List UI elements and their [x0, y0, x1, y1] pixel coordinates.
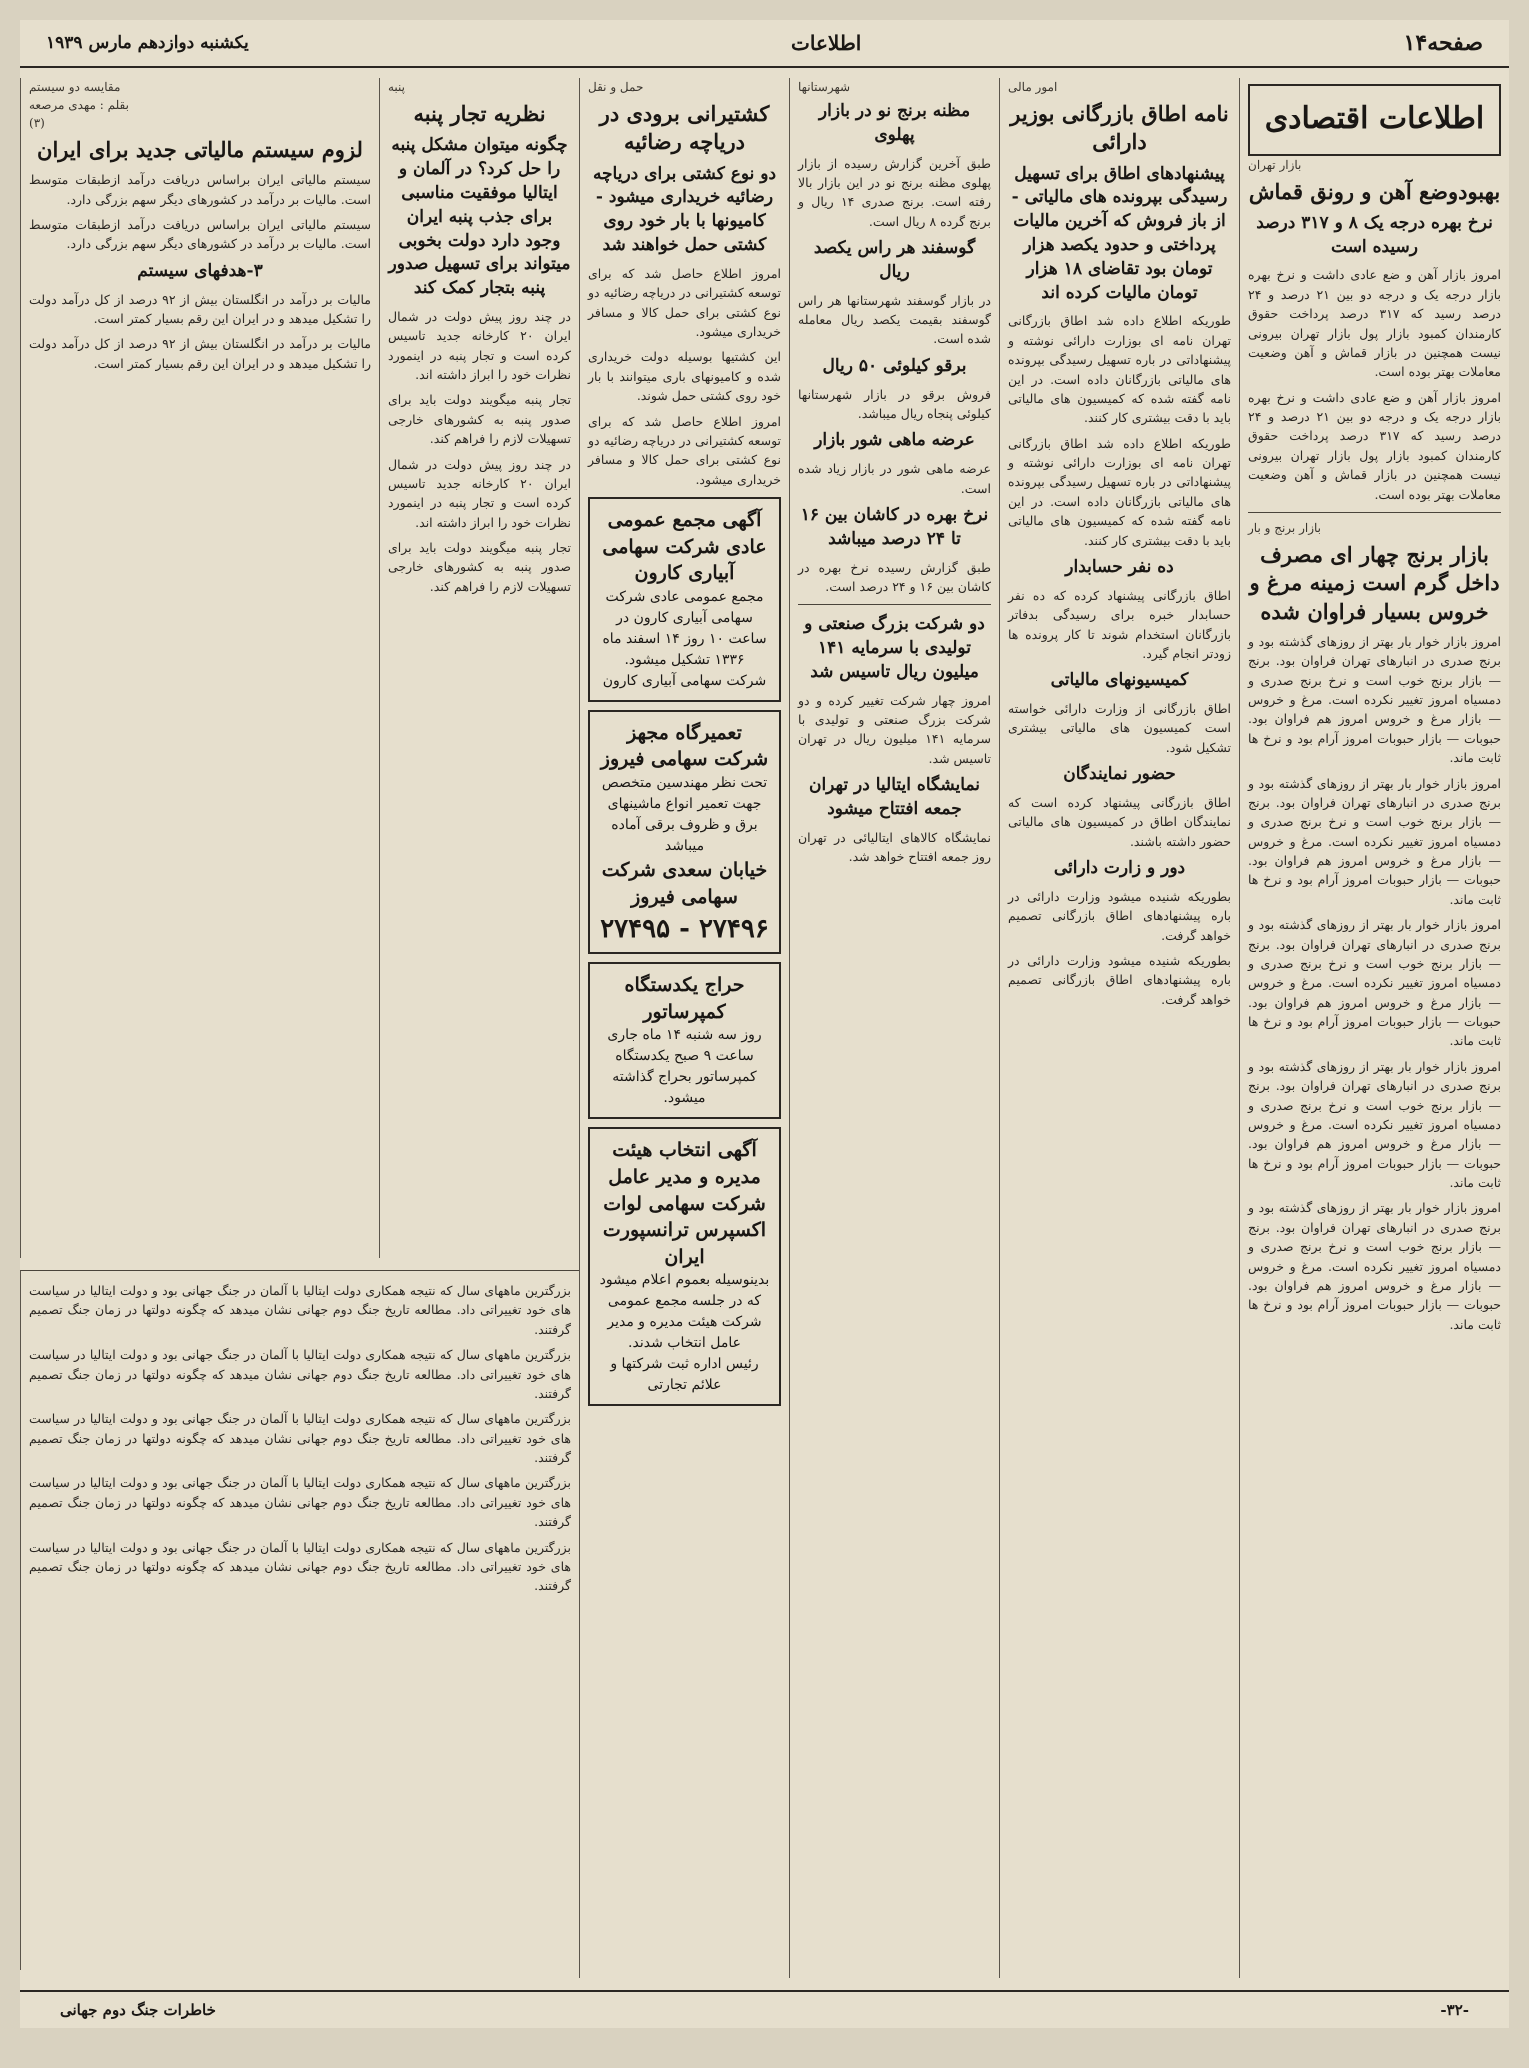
ad-compressor-auction	[588, 962, 781, 1119]
article-headline: حضور نمایندگان	[1063, 764, 1176, 785]
article-body: سیستم مالیاتی ایران براساس دریافت درآمد ازطبقات متوسط است. مالیات بر درآمد در کشورهای دیگر سهم بزرگی دارد.	[29, 172, 371, 207]
ad-body: بدینوسیله بعموم اعلام میشود که در جلسه مجمع عمومی شرکت هیئت مدیره و مدیر عامل انتخاب شدند.	[599, 1272, 770, 1352]
ad-signature: شرکت سهامی آبیاری کارون	[602, 672, 767, 689]
article-body: اطاق بازرگانی از وزارت دارائی خواسته است کمیسیون های مالیاتی بیشتری تشکیل شود.	[1008, 701, 1231, 755]
article-headline: دو شرکت بزرگ صنعتی و تولیدی با سرمایه ۱۴۱ میلیون ریال تاسیس شد	[804, 614, 985, 682]
article-headline: بازار برنج چهار ای مصرف داخل گرم است زمینه مرغ و خروس بسیار فراوان شده	[1249, 541, 1500, 624]
article-headline: گوسفند هر راس یکصد ریال	[813, 238, 976, 282]
article-body: امروز بازار آهن و ضع عادی داشت و نرخ بهره بازار درجه یک و درجه دو بین ۲۱ درصد و ۲۴ درصد رسید که ۳۱۷ درصد پرداخت حقوق کارمندان کمبود بازار پول بازار تهران بیرونی نیست همچنین در بازار قماش و آهن وضعیت معاملات بهتر بوده است.	[1248, 267, 1501, 380]
ad-phone: ۲۷۴۹۶ - ۲۷۴۹۵	[600, 914, 769, 945]
article-body: امروز اطلاع حاصل شد که برای توسعه کشتیرانی در دریاچه رضائیه دو نوع کشتی برای حمل کالا و مسافر خریداری میشود.	[588, 413, 781, 487]
ad-firouz-repair	[588, 710, 781, 954]
ad-title: آگهی مجمع عمومی عادی شرکت سهامی آبیاری کارون	[602, 509, 767, 585]
ad-karun-meeting	[588, 497, 781, 702]
ad-title: حراج یکدستگاه کمپرساتور	[624, 974, 745, 1023]
article-body: اطاق بازرگانی پیشنهاد کرده است که نمایندگان اطاق در کمیسیون های مالیاتی حضور داشته باشند.	[1008, 794, 1231, 849]
article-subhead: چگونه میتوان مشکل پنبه را حل کرد؟ در آلمان و ایتالیا موفقیت مناسبی برای جذب پنبه ایران وجود دارد دولت بخوبی میتواند برای تسهیل صدور پنبه بتجار کمک کند	[388, 135, 571, 299]
article-headline: مظنه برنج نو در بازار پهلوی	[818, 101, 971, 145]
issue-date: یکشنبه دوازدهم مارس ۱۹۳۹	[46, 33, 249, 53]
article-subhead: پیشنهادهای اطاق برای تسهیل رسیدگی بپرونده های مالیاتی - از باز فروش که آخرین مالیات پرداختی و حدود یکصد هزار تومان بود تقاضای ۱۸ هزار تومان مالیات کرده اند	[1011, 163, 1228, 303]
article-body: امروز بازار خوار بار بهتر از روزهای گذشته بود و برنج صدری در انبارهای تهران فراوان بود. برنج — بازار برنج خوب است و نرخ برنج صدری و دمسیاه امروز تغییر نکرده است. مرغ و خروس — بازار مرغ و خروس امروز هم فراوان بود. حبوبات — بازار حبوبات امروز آرام بود و نرخ ها ثابت ماند.	[1248, 1200, 1501, 1332]
article-body: در بازار گوسفند شهرستانها هر راس گوسفند بقیمت یکصد ریال معامله شده است.	[798, 292, 991, 347]
page-header	[20, 20, 1509, 68]
article-body: امروز بازار خوار بار بهتر از روزهای گذشته بود و برنج صدری در انبارهای تهران فراوان بود. برنج — بازار برنج خوب است و نرخ برنج صدری و دمسیاه امروز تغییر نکرده است. مرغ و خروس — بازار مرغ و خروس امروز هم فراوان بود. حبوبات — بازار حبوبات امروز آرام بود و نرخ ها ثابت ماند.	[1248, 633, 1501, 766]
article-headline: کمیسیونهای مالیاتی	[1050, 670, 1189, 691]
article-body: بطوریکه شنیده میشود وزارت دارائی در باره پیشنهادهای اطاق بازرگانی تصمیم خواهد گرفت.	[1008, 953, 1231, 1007]
ad-address: خیابان سعدی شرکت سهامی فیروز	[601, 858, 768, 908]
article-number: (۳)	[29, 116, 45, 130]
article-subhead: نرخ بهره درجه یک ۸ و ۳۱۷ درصد رسیده است	[1256, 212, 1493, 257]
page-number: صفحه۱۴	[1403, 30, 1483, 56]
article-body: تجار پنبه میگویند دولت باید برای صدور پنبه به کشورهای خارجی تسهیلات لازم را فراهم کند.	[388, 540, 571, 594]
ad-subtitle: تحت نظر مهندسین متخصص جهت تعمیر انواع ماشینهای برق و ظروف برقی آماده میباشد	[601, 774, 768, 854]
article-body: عرضه ماهی شور در بازار زیاد شده است.	[798, 461, 991, 496]
article-body: طبق آخرین گزارش رسیده از بازار پهلوی مظنه برنج نو در این بازار بالا رفته است. برنج صدری ۱۴ ریال و برنج گرده ۸ ریال است.	[798, 155, 991, 229]
article-body: بزرگترین ماههای سال که نتیجه همکاری دولت ایتالیا با آلمان در جنگ جهانی بود و دولت ایتالیا در سیاست های خود تغییراتی داد. مطالعه تاریخ جنگ دوم جهانی نشان میدهد که چگونه دولتها در زمان جنگ تصمیم گرفتند.	[29, 1283, 571, 1337]
article-body: فروش برقو در بازار شهرستانها کیلوئی پنجاه ریال میباشد.	[798, 386, 991, 421]
article-body: در چند روز پیش دولت در شمال ایران ۲۰ کارخانه جدید تاسیس کرده است و تجار پنبه در اینمورد نظرات خود را ابراز داشته اند.	[388, 456, 571, 530]
section-tag: پنبه	[388, 80, 406, 94]
article-body: امروز بازار آهن و ضع عادی داشت و نرخ بهره بازار درجه یک و درجه دو بین ۲۱ درصد و ۲۴ درصد رسید که ۳۱۷ درصد پرداخت حقوق کارمندان کمبود بازار پول بازار تهران بیرونی نیست همچنین در بازار قماش و آهن وضعیت معاملات بهتر بوده است.	[1248, 389, 1501, 502]
article-body: مالیات بر درآمد در انگلستان بیش از ۹۲ درصد از کل درآمد دولت را تشکیل میدهد و در ایران این رقم بسیار کمتر است.	[29, 336, 372, 371]
article-body: بزرگترین ماههای سال که نتیجه همکاری دولت ایتالیا با آلمان در جنگ جهانی بود و دولت ایتالیا در سیاست های خود تغییراتی داد. مطالعه تاریخ جنگ دوم جهانی نشان میدهد که چگونه دولتها در زمان جنگ تصمیم گرفتند.	[29, 1539, 571, 1594]
article-headline: ده نفر حسابدار	[1065, 556, 1174, 577]
article-body: بزرگترین ماههای سال که نتیجه همکاری دولت ایتالیا با آلمان در جنگ جهانی بود و دولت ایتالیا در سیاست های خود تغییراتی داد. مطالعه تاریخ جنگ دوم جهانی نشان میدهد که چگونه دولتها در زمان جنگ تصمیم گرفتند.	[29, 1411, 571, 1465]
section-tag: حمل و نقل	[588, 80, 644, 94]
column-tax-system	[20, 78, 379, 1258]
article-body: طبق گزارش رسیده نرخ بهره در کاشان بین ۱۶ و ۲۴ درصد است.	[798, 559, 991, 594]
article-body: امروز بازار خوار بار بهتر از روزهای گذشته بود و برنج صدری در انبارهای تهران فراوان بود. برنج — بازار برنج خوب است و نرخ برنج صدری و دمسیاه امروز تغییر نکرده است. مرغ و خروس — بازار مرغ و خروس امروز هم فراوان بود. حبوبات — بازار حبوبات امروز آرام بود و نرخ ها ثابت ماند.	[1248, 917, 1501, 1049]
article-body: بطوریکه شنیده میشود وزارت دارائی در باره پیشنهادهای اطاق بازرگانی تصمیم خواهد گرفت.	[1008, 888, 1231, 943]
column-war-memoirs	[20, 1270, 579, 1970]
section-tag: شهرستانها	[798, 80, 851, 94]
article-body: طوریکه اطلاع داده شد اطاق بازرگانی تهران نامه ای بوزارت دارائی نوشته و پیشنهاداتی در باره تسهیل رسیدگی بپرونده های مالیاتی بازرگانان داده است. در این نامه گفته شده که کمیسیون های مالیاتی باید با دقت بیشتری کار کنند.	[1008, 435, 1231, 548]
article-body: در چند روز پیش دولت در شمال ایران ۲۰ کارخانه جدید تاسیس کرده است و تجار پنبه در اینمورد نظرات خود را ابراز داشته اند.	[388, 308, 571, 383]
section-masthead: اطلاعات اقتصادی	[1264, 101, 1485, 136]
paper-name: اطلاعات	[791, 31, 862, 55]
article-headline: دور و زارت دارائی	[1053, 858, 1186, 879]
article-body: طوریکه اطلاع داده شد اطاق بازرگانی تهران نامه ای بوزارت دارائی نوشته و پیشنهاداتی در باره تسهیل رسیدگی بپرونده های مالیاتی بازرگانان داده است. در این نامه گفته شده که کمیسیون های مالیاتی باید با دقت بیشتری کار کنند.	[1008, 313, 1231, 426]
ad-body: مجمع عمومی عادی شرکت سهامی آبیاری کارون در ساعت ۱۰ روز ۱۴ اسفند ماه ۱۳۳۶ تشکیل میشود.	[602, 588, 767, 668]
article-body: امروز اطلاع حاصل شد که برای توسعه کشتیرانی در دریاچه رضائیه دو نوع کشتی برای حمل کالا و مسافر خریداری میشود.	[588, 265, 781, 339]
masthead-box	[1248, 84, 1501, 156]
article-headline: نظریه تجار پنبه	[413, 101, 546, 126]
article-body: تجار پنبه میگویند دولت باید برای صدور پنبه به کشورهای خارجی تسهیلات لازم را فراهم کند.	[388, 392, 571, 447]
article-body: بزرگترین ماههای سال که نتیجه همکاری دولت ایتالیا با آلمان در جنگ جهانی بود و دولت ایتالیا در سیاست های خود تغییراتی داد. مطالعه تاریخ جنگ دوم جهانی نشان میدهد که چگونه دولتها در زمان جنگ تصمیم گرفتند.	[29, 1347, 571, 1401]
footer-title: خاطرات جنگ دوم جهانی	[60, 2001, 216, 2019]
column-provinces	[789, 78, 999, 1978]
article-headline: عرضه ماهی شور بازار	[814, 430, 975, 451]
column-transport	[579, 78, 789, 1978]
ad-body: روز سه شنبه ۱۴ ماه جاری ساعت ۹ صبح یکدستگاه کمپرساتور بحراج گذاشته میشود.	[607, 1027, 762, 1107]
page-footer	[20, 1990, 1509, 2028]
article-headline: کشتیرانی برودی در دریاچه رضائیه	[599, 101, 770, 155]
footer-page-number: -۳۲-	[1440, 2001, 1469, 2019]
article-body: نمایشگاه کالاهای ایتالیائی در تهران روز جمعه افتتاح خواهد شد.	[798, 829, 991, 865]
divider	[1248, 512, 1501, 513]
column-finance	[999, 78, 1239, 1978]
section-tag: مقایسه دو سیستم	[29, 80, 121, 94]
article-headline: نمایشگاه ایتالیا در تهران جمعه افتتاح میشود	[808, 775, 981, 819]
article-body: اطاق بازرگانی پیشنهاد کرده که ده نفر حسابدار خبره برای رسیدگی بدفاتر بازرگانان استخدام شوند تا کار پرونده ها زودتر انجام گیرد.	[1008, 587, 1231, 661]
ad-title: تعمیرگاه مجهز شرکت سهامی فیروز	[600, 721, 769, 771]
article-headline: بهبودوضع آهن و رونق قماش	[1248, 178, 1501, 204]
article-headline: نامه اطاق بازرگانی بوزیر دارائی	[1010, 101, 1229, 155]
ad-board-election	[588, 1127, 781, 1406]
article-body: این کشتیها بوسیله دولت خریداری شده و کامیونهای باری میتوانند با بار خود روی کشتی حمل شوند.	[588, 349, 781, 404]
section-tag: امور مالی	[1008, 80, 1058, 94]
article-body: مالیات بر درآمد در انگلستان بیش از ۹۲ درصد از کل درآمد دولت را تشکیل میدهد و در ایران این رقم بسیار کمتر است.	[29, 291, 372, 327]
article-headline: ۳-هدفهای سیستم	[137, 260, 263, 281]
article-headline: برقو کیلوئی ۵۰ ریال	[822, 355, 967, 376]
article-subhead: دو نوع کشتی برای دریاچه رضائیه خریداری میشود - کامیونها با بار خود روی کشتی حمل خواهند شد	[592, 163, 777, 256]
column-economic-news	[1239, 78, 1509, 1978]
article-body: امروز چهار شرکت تغییر کرده و دو شرکت بزرگ صنعتی و تولیدی با سرمایه ۱۴۱ میلیون ریال در تهران تاسیس شد.	[798, 692, 991, 766]
ad-title: آگهی انتخاب هیئت مدیره و مدیر عامل شرکت سهامی لوات اکسپرس ترانسپورت ایران	[602, 1139, 767, 1268]
article-author: بقلم : مهدی مرصعه	[29, 98, 129, 112]
newspaper-page	[20, 20, 1509, 2028]
article-body: امروز بازار خوار بار بهتر از روزهای گذشته بود و برنج صدری در انبارهای تهران فراوان بود. برنج — بازار برنج خوب است و نرخ برنج صدری و دمسیاه امروز تغییر نکرده است. مرغ و خروس — بازار مرغ و خروس امروز هم فراوان بود. حبوبات — بازار حبوبات امروز آرام بود و نرخ ها ثابت ماند.	[1248, 775, 1501, 907]
divider	[798, 604, 991, 605]
section-tag: بازار تهران	[1248, 157, 1302, 172]
column-cotton	[379, 78, 579, 1258]
ad-signature: رئیس اداره ثبت شرکتها و علائم تجارتی	[610, 1356, 759, 1394]
article-body: بزرگترین ماههای سال که نتیجه همکاری دولت ایتالیا با آلمان در جنگ جهانی بود و دولت ایتالیا در سیاست های خود تغییراتی داد. مطالعه تاریخ جنگ دوم جهانی نشان میدهد که چگونه دولتها در زمان جنگ تصمیم گرفتند.	[29, 1475, 571, 1530]
article-body: امروز بازار خوار بار بهتر از روزهای گذشته بود و برنج صدری در انبارهای تهران فراوان بود. برنج — بازار برنج خوب است و نرخ برنج صدری و دمسیاه امروز تغییر نکرده است. مرغ و خروس — بازار مرغ و خروس امروز هم فراوان بود. حبوبات — بازار حبوبات امروز آرام بود و نرخ ها ثابت ماند.	[1248, 1058, 1501, 1191]
article-headline: نرخ بهره در کاشان بین ۱۶ تا ۲۴ درصد میباشد	[800, 504, 989, 549]
article-headline: لزوم سیستم مالیاتی جدید برای ایران	[37, 137, 363, 162]
article-body: سیستم مالیاتی ایران براساس دریافت درآمد ازطبقات متوسط است. مالیات بر درآمد در کشورهای دیگر سهم بزرگی دارد.	[29, 217, 371, 252]
section-tag: بازار برنج و بار	[1248, 520, 1321, 535]
